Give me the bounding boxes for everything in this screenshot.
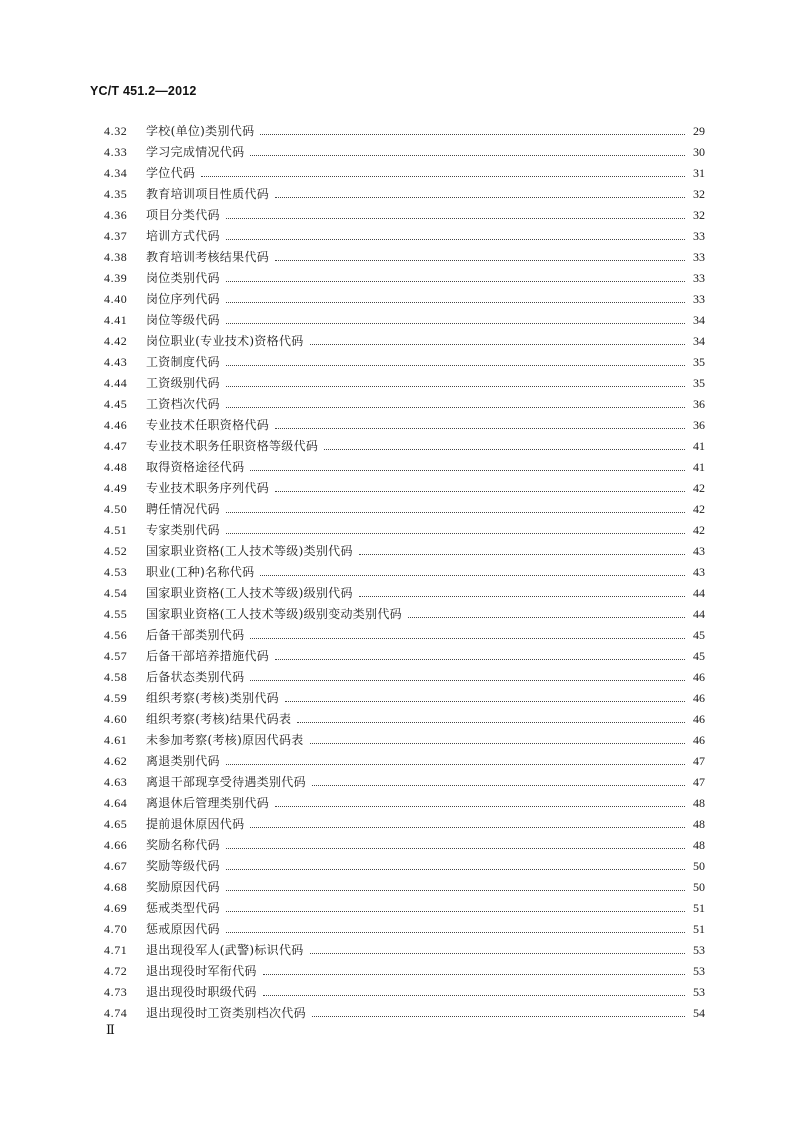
toc-entry[interactable] [104,727,705,748]
toc-entry-page: 44 [693,586,705,600]
toc-entry-page: 33 [693,250,705,264]
toc-entry[interactable] [104,118,705,139]
toc-entry[interactable] [104,160,705,181]
toc-entry-number: 4.48 [104,460,128,474]
toc-entry-number: 4.43 [104,355,128,369]
toc-entry-page: 53 [693,943,705,957]
toc-entry-number: 4.67 [104,859,128,873]
toc-entry-number: 4.57 [104,649,128,663]
toc-entry-number: 4.66 [104,838,128,852]
toc-entry-number: 4.33 [104,145,128,159]
toc-entry-title: 岗位类别代码 [146,271,220,285]
toc-entry-title: 未参加考察(考核)原因代码表 [146,733,304,747]
toc-entry-number: 4.40 [104,292,128,306]
toc-entry-number: 4.56 [104,628,128,642]
toc-entry-number: 4.72 [104,964,128,978]
toc-entry-number: 4.50 [104,502,128,516]
toc-entry-title: 学习完成情况代码 [146,145,245,159]
toc-entry[interactable] [104,391,705,412]
toc-entry-page: 34 [693,313,705,327]
toc-dot-leader [250,638,685,639]
toc-entry-number: 4.35 [104,187,128,201]
toc-dot-leader [312,785,685,786]
toc-entry[interactable] [104,916,705,937]
toc-entry[interactable] [104,937,705,958]
toc-entry-page: 32 [693,208,705,222]
toc-entry-page: 42 [693,502,705,516]
toc-dot-leader [226,218,685,219]
toc-dot-leader [275,806,685,807]
toc-entry-number: 4.52 [104,544,128,558]
toc-entry-title: 退出现役时军衔代码 [146,964,257,978]
toc-entry[interactable] [104,853,705,874]
toc-entry-number: 4.59 [104,691,128,705]
toc-entry-number: 4.68 [104,880,128,894]
toc-entry[interactable] [104,349,705,370]
toc-dot-leader [226,932,685,933]
table-of-contents [104,118,705,1021]
page-number: Ⅱ [106,1022,115,1037]
toc-entry-page: 41 [693,439,705,453]
toc-dot-leader [226,533,685,534]
toc-entry[interactable] [104,979,705,1000]
toc-entry[interactable] [104,769,705,790]
toc-entry[interactable] [104,748,705,769]
toc-entry-number: 4.70 [104,922,128,936]
toc-entry-title: 国家职业资格(工人技术等级)级别变动类别代码 [146,607,402,621]
toc-entry-title: 专业技术职务任职资格等级代码 [146,439,319,453]
toc-entry-number: 4.53 [104,565,128,579]
toc-dot-leader [226,911,685,912]
toc-entry-title: 岗位序列代码 [146,292,220,306]
toc-entry-title: 专家类别代码 [146,523,220,537]
toc-entry[interactable] [104,706,705,727]
toc-entry[interactable] [104,538,705,559]
document-id-header: YC/T 451.2—2012 [90,84,197,98]
toc-entry-page: 35 [693,355,705,369]
toc-entry-number: 4.74 [104,1006,128,1020]
toc-entry-page: 46 [693,733,705,747]
toc-entry-page: 31 [693,166,705,180]
toc-dot-leader [226,848,685,849]
toc-entry-page: 50 [693,859,705,873]
toc-entry-page: 42 [693,523,705,537]
toc-entry[interactable] [104,559,705,580]
toc-entry-title: 国家职业资格(工人技术等级)类别代码 [146,544,353,558]
toc-entry-number: 4.37 [104,229,128,243]
toc-entry-number: 4.62 [104,754,128,768]
toc-dot-leader [260,575,685,576]
toc-entry-title: 专业技术职务序列代码 [146,481,270,495]
toc-entry-page: 36 [693,397,705,411]
toc-entry[interactable] [104,412,705,433]
toc-entry-number: 4.60 [104,712,128,726]
toc-entry-number: 4.64 [104,796,128,810]
toc-entry-page: 54 [693,1006,705,1020]
toc-entry-title: 工资制度代码 [146,355,220,369]
toc-dot-leader [275,260,685,261]
toc-dot-leader [285,701,685,702]
toc-entry[interactable] [104,328,705,349]
toc-entry-page: 29 [693,124,705,138]
toc-dot-leader [275,197,685,198]
toc-entry-title: 组织考察(考核)结果代码表 [146,712,292,726]
toc-entry[interactable] [104,307,705,328]
toc-entry-page: 46 [693,670,705,684]
toc-entry-title: 工资级别代码 [146,376,220,390]
toc-entry[interactable] [104,181,705,202]
toc-dot-leader [201,176,685,177]
toc-entry-page: 43 [693,544,705,558]
toc-entry-number: 4.44 [104,376,128,390]
toc-entry-page: 47 [693,754,705,768]
toc-dot-leader [250,680,685,681]
toc-entry-page: 53 [693,964,705,978]
toc-entry-page: 42 [693,481,705,495]
toc-entry[interactable] [104,286,705,307]
toc-entry[interactable] [104,370,705,391]
toc-entry-page: 45 [693,628,705,642]
toc-dot-leader [359,596,685,597]
toc-entry-title: 奖励名称代码 [146,838,220,852]
toc-dot-leader [408,617,685,618]
toc-entry-number: 4.55 [104,607,128,621]
toc-dot-leader [263,974,685,975]
toc-entry-title: 惩戒原因代码 [146,922,220,936]
toc-entry-page: 51 [693,901,705,915]
toc-entry[interactable] [104,958,705,979]
toc-entry-page: 46 [693,691,705,705]
toc-entry-title: 专业技术任职资格代码 [146,418,270,432]
toc-entry[interactable] [104,244,705,265]
toc-dot-leader [310,344,685,345]
toc-entry-title: 退出现役时工资类别档次代码 [146,1006,306,1020]
toc-entry-title: 惩戒类型代码 [146,901,220,915]
toc-entry[interactable] [104,265,705,286]
toc-entry-page: 30 [693,145,705,159]
toc-entry-title: 离退干部现享受待遇类别代码 [146,775,306,789]
toc-entry-title: 取得资格途径代码 [146,460,245,474]
toc-entry[interactable] [104,811,705,832]
toc-entry-number: 4.34 [104,166,128,180]
toc-entry[interactable] [104,685,705,706]
toc-entry-title: 项目分类代码 [146,208,220,222]
toc-entry-title: 岗位职业(专业技术)资格代码 [146,334,304,348]
toc-dot-leader [263,995,685,996]
toc-entry-number: 4.73 [104,985,128,999]
toc-entry[interactable] [104,139,705,160]
toc-dot-leader [312,1016,685,1017]
toc-entry-page: 48 [693,817,705,831]
toc-entry-number: 4.42 [104,334,128,348]
toc-entry[interactable] [104,475,705,496]
toc-entry-page: 51 [693,922,705,936]
toc-entry-number: 4.58 [104,670,128,684]
toc-entry-title: 后备状态类别代码 [146,670,245,684]
toc-entry[interactable] [104,580,705,601]
toc-entry-page: 44 [693,607,705,621]
toc-entry[interactable] [104,790,705,811]
toc-dot-leader [275,428,685,429]
toc-entry-number: 4.36 [104,208,128,222]
toc-entry-title: 工资档次代码 [146,397,220,411]
toc-dot-leader [226,764,685,765]
toc-dot-leader [226,890,685,891]
toc-entry[interactable] [104,895,705,916]
toc-entry-page: 35 [693,376,705,390]
toc-entry-number: 4.61 [104,733,128,747]
toc-entry[interactable] [104,496,705,517]
toc-entry-page: 33 [693,271,705,285]
toc-dot-leader [226,302,685,303]
toc-dot-leader [226,323,685,324]
toc-entry-number: 4.38 [104,250,128,264]
toc-entry-page: 47 [693,775,705,789]
toc-dot-leader [324,449,685,450]
toc-entry-page: 41 [693,460,705,474]
toc-dot-leader [250,155,685,156]
toc-entry[interactable] [104,601,705,622]
toc-entry-page: 43 [693,565,705,579]
toc-entry-page: 36 [693,418,705,432]
toc-entry-page: 33 [693,229,705,243]
toc-entry[interactable] [104,1000,705,1021]
toc-entry-number: 4.47 [104,439,128,453]
toc-entry-page: 48 [693,838,705,852]
toc-entry-number: 4.46 [104,418,128,432]
toc-entry-number: 4.71 [104,943,128,957]
toc-entry[interactable] [104,874,705,895]
toc-entry-page: 50 [693,880,705,894]
toc-entry-number: 4.32 [104,124,128,138]
toc-dot-leader [359,554,685,555]
toc-entry[interactable] [104,832,705,853]
toc-entry[interactable] [104,202,705,223]
toc-entry-title: 离退休后管理类别代码 [146,796,270,810]
toc-dot-leader [226,407,685,408]
toc-entry[interactable] [104,622,705,643]
toc-dot-leader [297,722,685,723]
toc-dot-leader [275,659,685,660]
toc-dot-leader [226,512,685,513]
toc-dot-leader [260,134,685,135]
toc-entry-title: 奖励等级代码 [146,859,220,873]
toc-entry-number: 4.69 [104,901,128,915]
toc-entry-page: 32 [693,187,705,201]
toc-entry-title: 国家职业资格(工人技术等级)级别代码 [146,586,353,600]
toc-entry-title: 教育培训项目性质代码 [146,187,270,201]
toc-entry-title: 学位代码 [146,166,196,180]
toc-entry-title: 教育培训考核结果代码 [146,250,270,264]
toc-entry-number: 4.41 [104,313,128,327]
toc-entry-title: 组织考察(考核)类别代码 [146,691,279,705]
toc-entry-title: 职业(工种)名称代码 [146,565,255,579]
toc-entry[interactable] [104,223,705,244]
toc-entry[interactable] [104,517,705,538]
toc-entry-title: 退出现役时职级代码 [146,985,257,999]
toc-dot-leader [226,869,685,870]
toc-entry[interactable] [104,664,705,685]
toc-entry-title: 后备干部培养措施代码 [146,649,270,663]
toc-entry-number: 4.45 [104,397,128,411]
toc-entry-page: 33 [693,292,705,306]
toc-entry[interactable] [104,643,705,664]
toc-entry-number: 4.49 [104,481,128,495]
toc-entry-title: 聘任情况代码 [146,502,220,516]
toc-dot-leader [226,386,685,387]
toc-entry-title: 岗位等级代码 [146,313,220,327]
toc-dot-leader [250,470,685,471]
toc-dot-leader [226,239,685,240]
toc-entry-title: 离退类别代码 [146,754,220,768]
toc-entry-number: 4.39 [104,271,128,285]
toc-entry-title: 奖励原因代码 [146,880,220,894]
toc-entry-page: 53 [693,985,705,999]
toc-entry-title: 退出现役军人(武警)标识代码 [146,943,304,957]
toc-entry-number: 4.54 [104,586,128,600]
toc-entry-page: 45 [693,649,705,663]
toc-entry-number: 4.65 [104,817,128,831]
toc-entry-title: 培训方式代码 [146,229,220,243]
toc-entry-title: 提前退休原因代码 [146,817,245,831]
toc-entry-title: 后备干部类别代码 [146,628,245,642]
toc-entry[interactable] [104,433,705,454]
toc-dot-leader [226,281,685,282]
toc-dot-leader [310,743,685,744]
toc-entry[interactable] [104,454,705,475]
toc-entry-page: 48 [693,796,705,810]
toc-entry-page: 34 [693,334,705,348]
toc-entry-page: 46 [693,712,705,726]
toc-entry-title: 学校(单位)类别代码 [146,124,255,138]
toc-dot-leader [310,953,685,954]
toc-entry-number: 4.63 [104,775,128,789]
toc-dot-leader [226,365,685,366]
toc-entry-number: 4.51 [104,523,128,537]
toc-dot-leader [275,491,685,492]
toc-dot-leader [250,827,685,828]
